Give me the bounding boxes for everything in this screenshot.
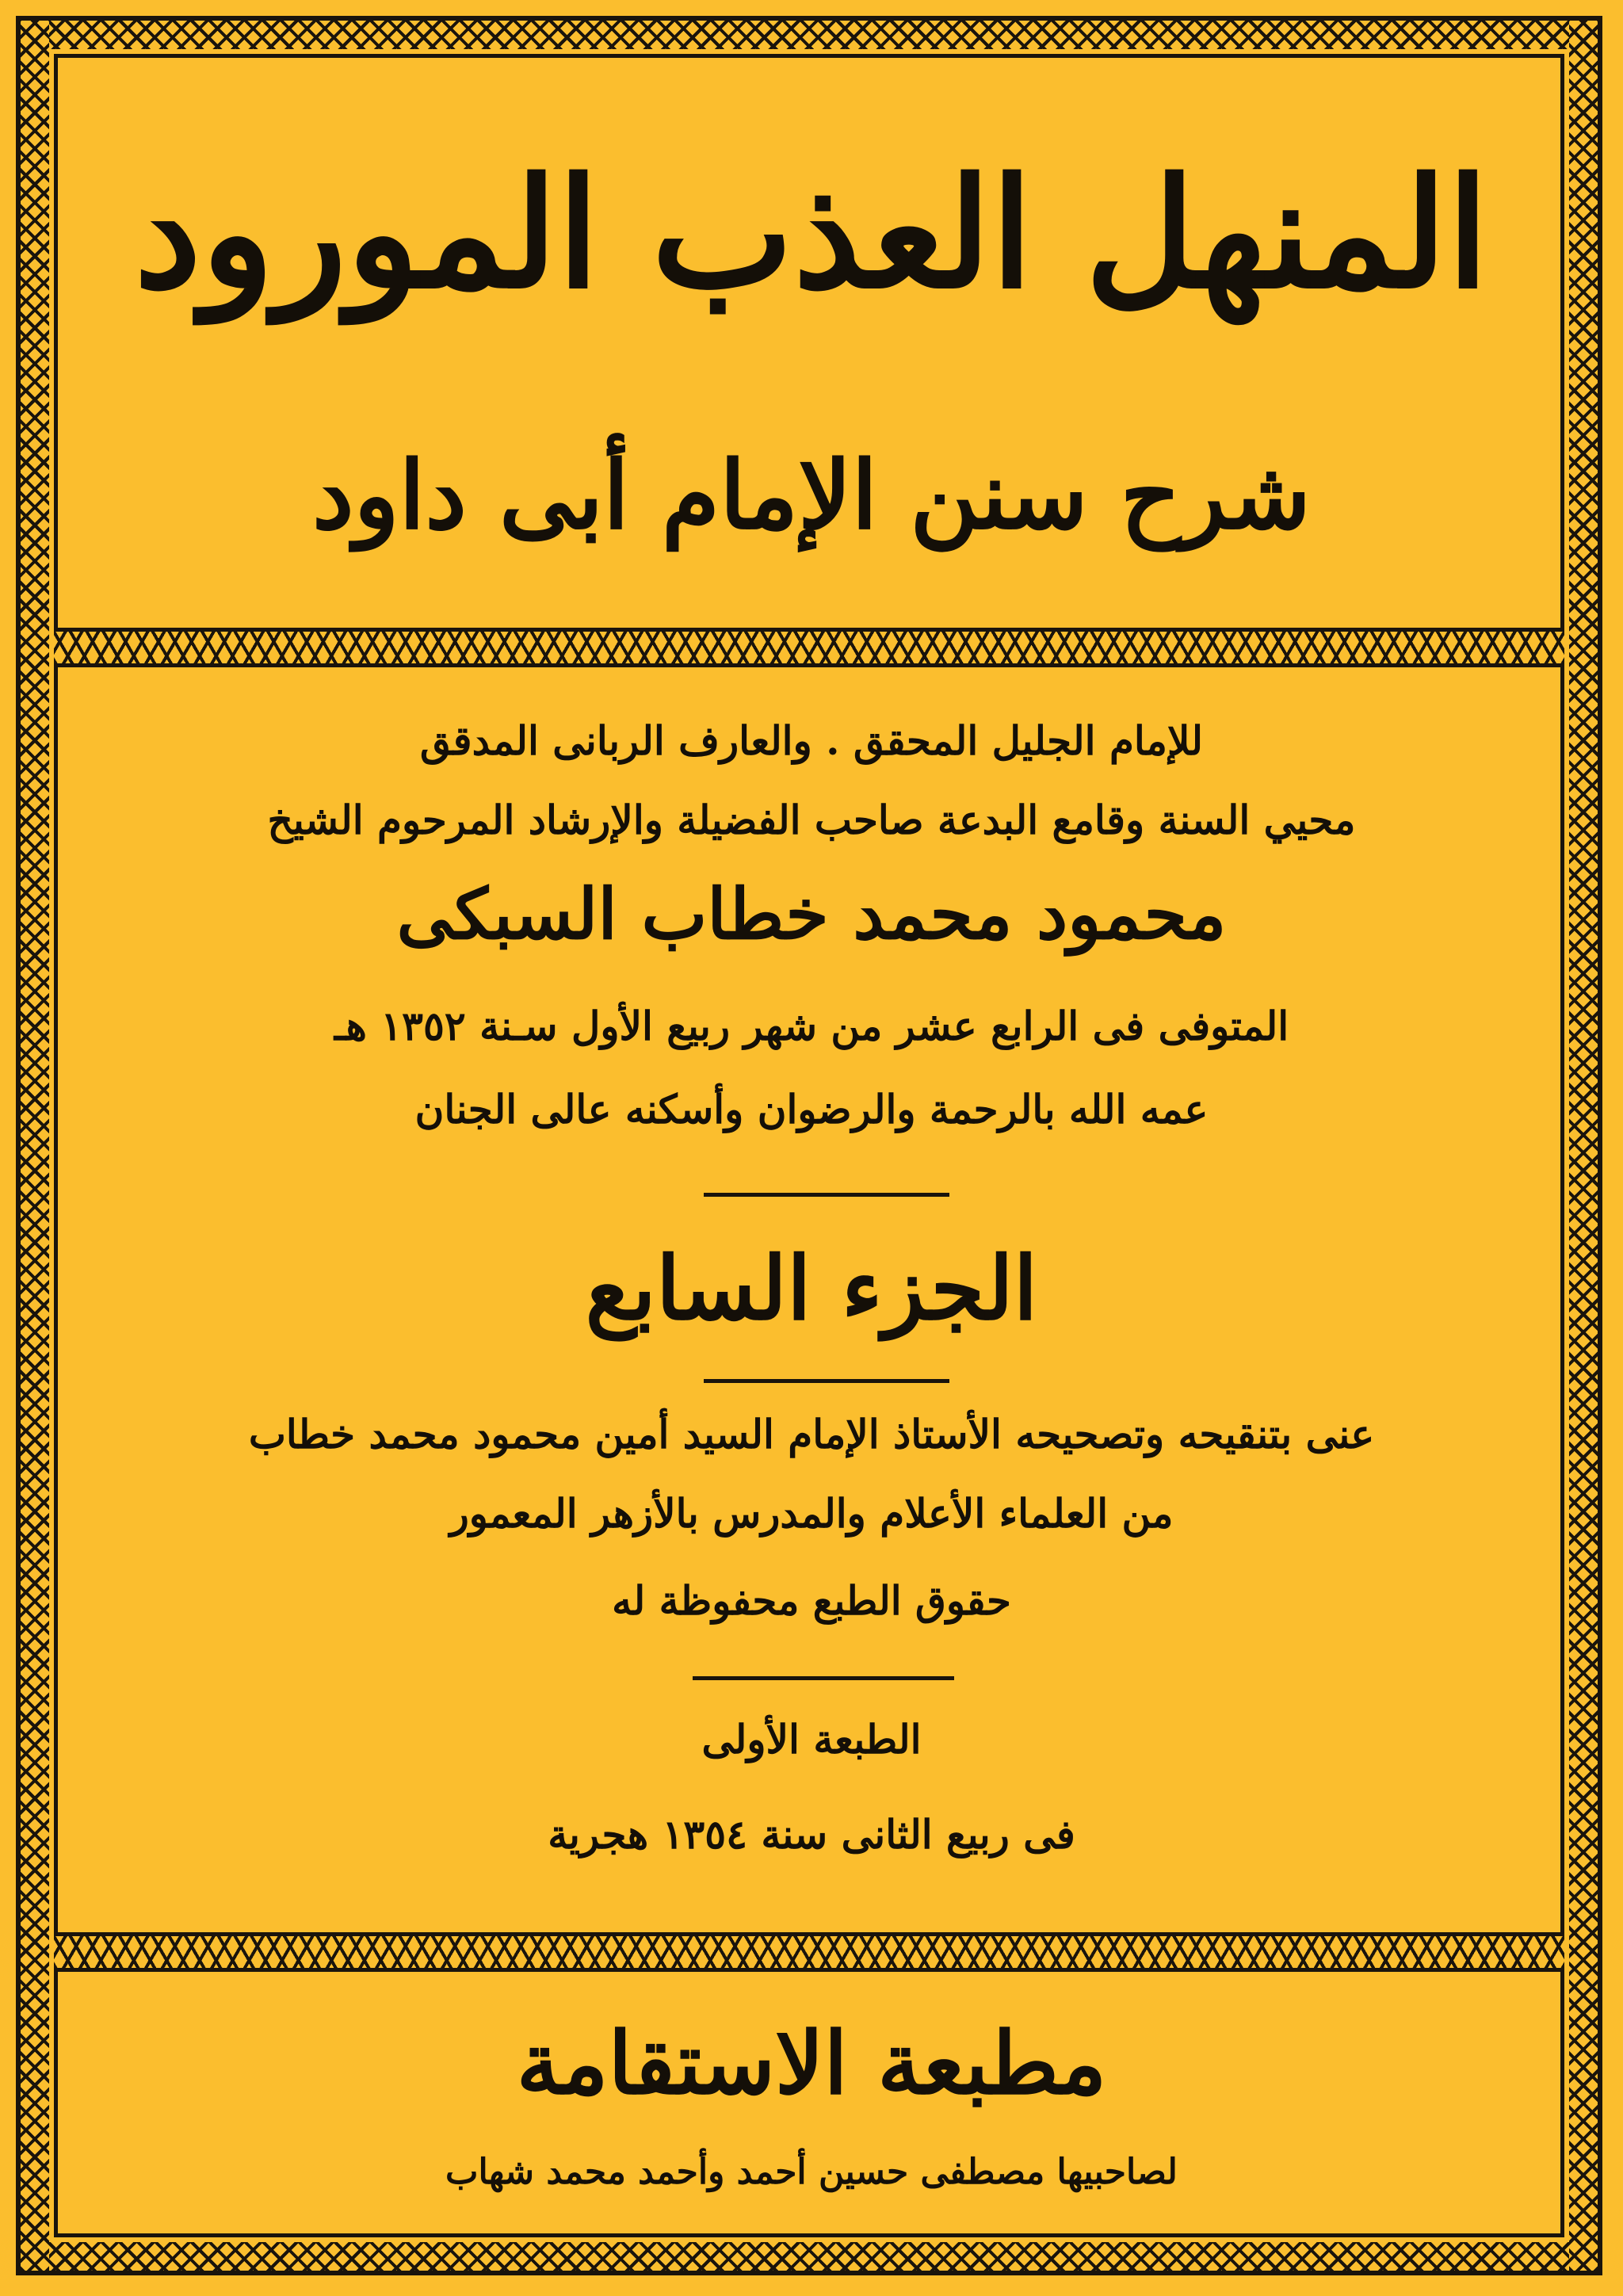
author-name: محمود محمد خطاب السبكى <box>396 873 1227 955</box>
press-name: مطبعة الاستقامة <box>516 2014 1107 2114</box>
volume-number: الجزء السابع <box>585 1237 1038 1339</box>
volume-rule-bottom <box>704 1379 949 1383</box>
copyright-notice: حقوق الطبع محفوظة له <box>612 1577 1011 1624</box>
ornamental-border-bottom <box>21 2242 1598 2271</box>
book-subtitle: شرح سنن الإمام أبى داود <box>312 440 1311 550</box>
ornamental-divider-lower <box>54 1932 1564 1972</box>
ornamental-border-top <box>21 21 1598 49</box>
edition-date: فى ربيع الثانى سنة ١٣٥٤ هجرية <box>548 1811 1075 1858</box>
edition-label: الطبعة الأولى <box>701 1716 922 1763</box>
inner-frame <box>54 54 1564 2237</box>
press-owners: لصاحبيها مصطفى حسين أحمد وأحمد محمد شهاب <box>445 2152 1178 2192</box>
volume-rule-top <box>704 1193 949 1197</box>
ornamental-divider-upper <box>54 628 1564 667</box>
ornamental-border-left <box>21 21 49 2271</box>
book-title: المنهل العذب المورود <box>134 145 1489 322</box>
author-death-date: المتوفى فى الرابع عشر من شهر ربيع الأول سـنة ١٣٥٢ هـ <box>334 1003 1289 1049</box>
editor-line-1: عنى بتنقيحه وتصحيحه الأستاذ الإمام السيد أمين محمود محمد خطاب <box>248 1411 1375 1457</box>
edition-rule <box>693 1676 954 1680</box>
author-prayer: عمه الله بالرحمة والرضوان وأسكنه عالى الجنان <box>414 1086 1209 1133</box>
author-epithet-line-2: محيي السنة وقامع البدعة صاحب الفضيلة والإرشاد المرحوم الشيخ <box>267 797 1356 843</box>
author-epithet-line-1: للإمام الجليل المحقق . والعارف الربانى المدقق <box>419 717 1204 764</box>
editor-line-2: من العلماء الأعلام والمدرس بالأزهر المعمور <box>449 1490 1174 1537</box>
ornamental-border-right <box>1569 21 1598 2271</box>
